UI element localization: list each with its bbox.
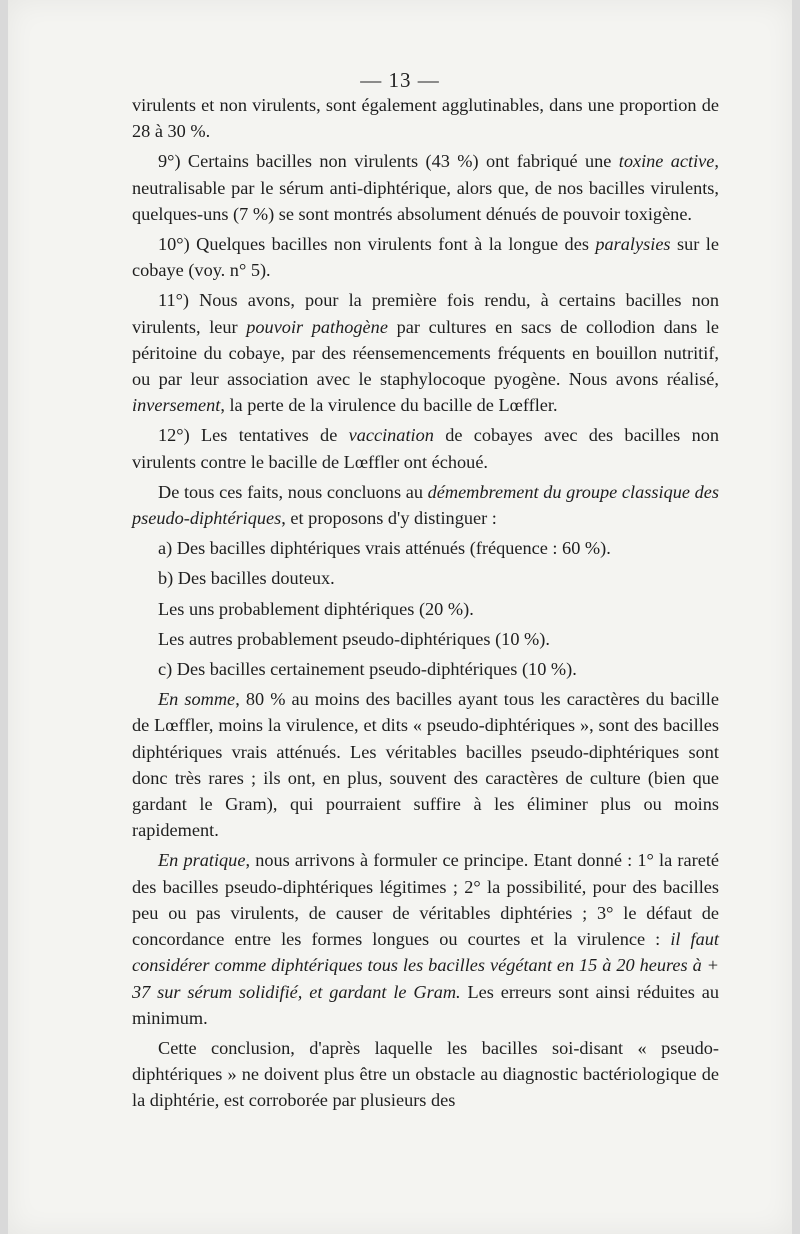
text-run: virulents et non virulents, sont également agglutinables, dans une proportion de 28 à 30 %. xyxy=(132,95,719,142)
paragraph-p0 xyxy=(132,92,719,144)
text-run: , nous arrivons à formuler ce principe. Etant donné : 1° la rareté des bacilles pseudo-diphtériques légitimes ; 2° la possibilité, pour des bacilles peu ou pas virulents, de causer de véritables diphtéries ; 3° le défaut de concordance entre les formes longues ou courtes et la virulence : xyxy=(132,850,720,950)
paragraph-psomme xyxy=(132,686,719,843)
text-run: 11°) Nous avons, pour la première fois rendu, à certains bacilles non virulents, leur xyxy=(132,290,719,337)
paragraph-pb xyxy=(132,565,719,591)
paragraph-p12 xyxy=(132,422,719,474)
body-text xyxy=(132,92,719,1118)
text-run: b) Des bacilles douteux. xyxy=(158,568,335,589)
italic-text: toxine active xyxy=(618,151,715,172)
italic-text: vaccination xyxy=(348,425,434,446)
text-run: Les uns probablement diphtériques (20 %). xyxy=(158,598,474,619)
book-page xyxy=(8,0,792,1234)
italic-text: démembrement du groupe classique des pseudo-diphtériques xyxy=(132,481,719,529)
paragraph-pconc xyxy=(132,479,719,531)
paragraph-pb1 xyxy=(132,596,719,622)
italic-text: En pratique xyxy=(158,850,246,871)
paragraph-p11 xyxy=(132,287,719,418)
text-run: , neutralisable par le sérum anti-diphtérique, alors que, de nos bacilles virulents, quelques-uns (7 %) se sont montrés absolument dénués de pouvoir toxigène. xyxy=(132,151,719,224)
text-run: par cultures en sacs de collodion dans le péritoine du cobaye, par des réensemencements fréquents en bouillon nutritif, ou par leur association avec le staphylocoque pyogène. Nous avons réalisé, xyxy=(132,316,720,390)
text-run: 12°) Les tentatives de xyxy=(158,425,349,446)
text-run: de cobayes avec des bacilles non virulents contre le bacille de Lœffler ont échoué. xyxy=(132,425,719,472)
paragraph-pb2 xyxy=(132,626,719,652)
text-run: De tous ces faits, nous concluons au xyxy=(158,481,428,502)
text-run: 9°) Certains bacilles non virulents (43 %) ont fabriqué une xyxy=(158,151,619,172)
italic-text: il faut considérer comme diphtériques tous les bacilles végétant en 15 à 20 heures à + 37 sur sérum solidifié, et gardant le Gram. xyxy=(132,929,719,1002)
page-number: — 13 — xyxy=(360,68,440,92)
paragraph-p10 xyxy=(132,231,719,283)
italic-text: En somme xyxy=(158,689,236,710)
italic-text: inversement xyxy=(132,395,221,416)
text-run: , 80 % au moins des bacilles ayant tous les caractères du bacille de Lœffler, moins la virulence, et dits « pseudo-diphtériques », sont des bacilles diphtériques vrais atténués. Les véritables bacilles pseudo-diphtériques sont donc très rares ; ils ont, en plus, souvent des caractères de culture (bien que gardant le Gram), qui pourraient suffire à les éliminer plus ou moins rapidement. xyxy=(132,689,719,841)
text-run: Les autres probablement pseudo-diphtériques (10 %). xyxy=(158,628,550,649)
italic-text: paralysies xyxy=(595,234,671,255)
text-run: Les erreurs sont ainsi réduites au minimum. xyxy=(132,981,719,1028)
text-run: c) Des bacilles certainement pseudo-diphtériques (10 %). xyxy=(158,659,577,680)
paragraph-pa xyxy=(132,535,719,561)
paragraph-p9 xyxy=(132,148,719,227)
text-run: , la perte de la virulence du bacille de Lœffler. xyxy=(220,395,558,416)
paragraph-pfinal xyxy=(132,1035,719,1114)
text-run: a) Des bacilles diphtériques vrais atténués (fréquence : 60 %). xyxy=(158,538,611,559)
paragraph-ppratique xyxy=(132,847,719,1030)
text-run: Cette conclusion, d'après laquelle les bacilles soi-disant « pseudo-diphtériques » ne doivent plus être un obstacle au diagnostic bactériologique de la diphtérie, est corroborée par plusieurs des xyxy=(132,1037,719,1111)
text-run: 10°) Quelques bacilles non virulents font à la longue des xyxy=(158,234,596,255)
text-run: , et proposons d'y distinguer : xyxy=(281,508,497,529)
italic-text: pouvoir pathogène xyxy=(246,316,388,337)
text-run: sur le cobaye (voy. n° 5). xyxy=(132,234,719,281)
paragraph-pc xyxy=(132,656,719,682)
